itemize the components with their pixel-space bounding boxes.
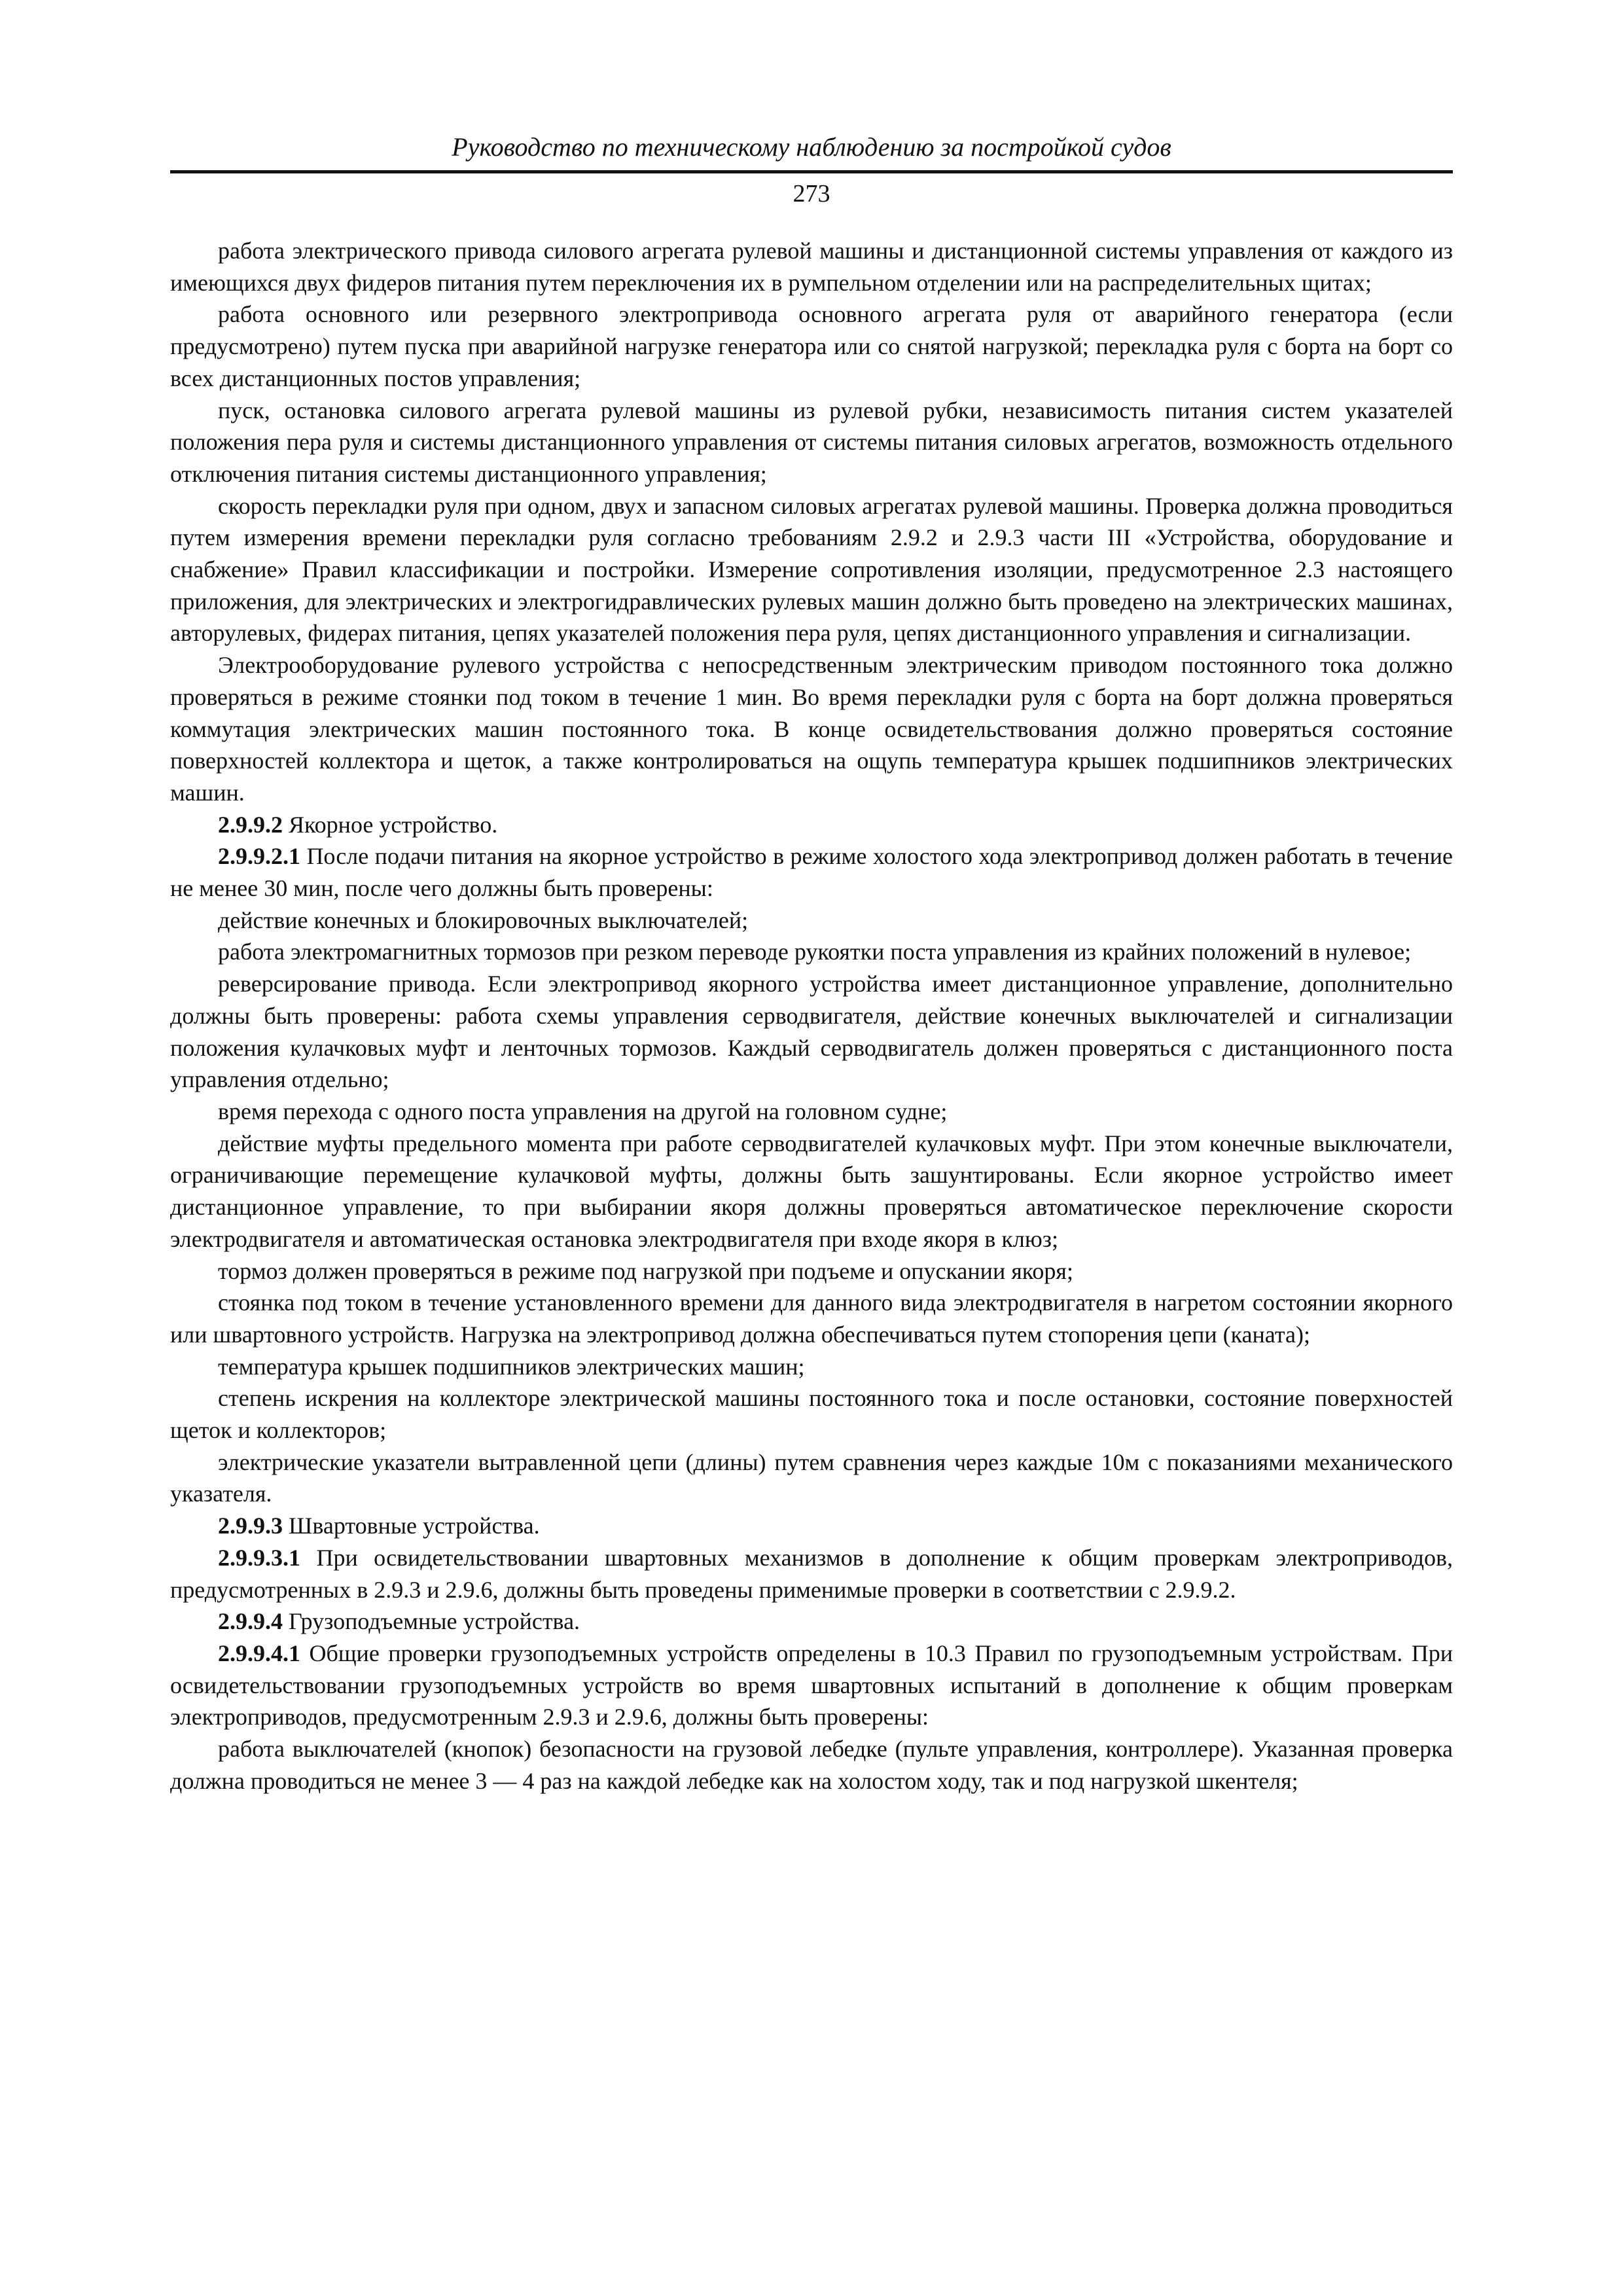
paragraph-text: стоянка под током в течение установленного времени для данного вида электродвигателя в нагретом состоянии якорного или швартовного устройств. Нагрузка на электропривод должна обеспечиваться путем стопорения цепи (каната); — [170, 1289, 1453, 1348]
section-heading — [170, 809, 1453, 841]
paragraph-text: тормоз должен проверяться в режиме под нагрузкой при подъеме и опускании якоря; — [218, 1257, 1073, 1284]
paragraph — [170, 968, 1453, 1096]
paragraph — [170, 1351, 1453, 1383]
paragraph-text: действие муфты предельного момента при работе серводвигателей кулачковых муфт. При этом конечные выключатели, ограничивающие перемещение кулачковой муфты, должны быть зашунтированы. Если якорное устройство имеет дистанционное управление, то при выбирании якоря должны проверяться автоматическое переключение скорости электродвигателя и автоматическая остановка электродвигателя при входе якоря в клюз; — [170, 1130, 1453, 1252]
paragraph — [170, 1255, 1453, 1287]
paragraph — [170, 1382, 1453, 1446]
paragraph-text: работа основного или резервного электропривода основного агрегата руля от аварийного генератора (если предусмотрено) путем пуска при аварийной нагрузке генератора или со снятой нагрузкой; перекладка руля с борта на борт со всех дистанционных постов управления; — [170, 301, 1453, 391]
numbered-paragraph — [170, 840, 1453, 904]
paragraph-text: После подачи питания на якорное устройство в режиме холостого хода электропривод должен работать в течение не менее 30 мин, после чего должны быть проверены: — [170, 843, 1453, 902]
section-number: 2.9.9.4 — [218, 1608, 283, 1635]
section-title: Швартовные устройства. — [289, 1513, 540, 1539]
paragraph-text: действие конечных и блокировочных выключателей; — [218, 906, 749, 933]
paragraph-text: При освидетельствовании швартовных механизмов в дополнение к общим проверкам электроприводов, предусмотренных в 2.9.3 и 2.9.6, должны быть проведены применимые проверки в соответствии с 2.9.9.2. — [170, 1544, 1454, 1603]
numbered-paragraph — [170, 1638, 1453, 1733]
section-heading — [170, 1510, 1453, 1542]
document-body — [170, 235, 1453, 1797]
paragraph-text: электрические указатели вытравленной цепи (длины) путем сравнения через каждые 10м с показаниями механического указателя. — [170, 1448, 1453, 1507]
paragraph-text: работа электромагнитных тормозов при резком переводе рукоятки поста управления из крайних положений в нулевое; — [218, 939, 1412, 965]
page-number: 273 — [793, 180, 830, 207]
paragraph — [170, 395, 1453, 490]
paragraph — [170, 905, 1453, 937]
header-rule — [170, 170, 1453, 173]
section-number: 2.9.9.3 — [218, 1513, 283, 1539]
section-number: 2.9.9.2 — [218, 811, 283, 838]
section-number: 2.9.9.4.1 — [218, 1640, 300, 1666]
numbered-paragraph — [170, 1542, 1453, 1605]
paragraph-text: время перехода с одного поста управления на другой на головном судне; — [218, 1098, 948, 1124]
paragraph — [170, 1446, 1453, 1510]
paragraph-text: степень искрения на коллекторе электрической машины постоянного тока и после остановки, состояние поверхностей щеток и коллекторов; — [170, 1385, 1453, 1444]
section-heading — [170, 1605, 1453, 1638]
paragraph — [170, 649, 1453, 809]
paragraph-text: реверсирование привода. Если электропривод якорного устройства имеет дистанционное управление, дополнительно должны быть проверены: работа схемы управления серводвигателя, действие конечных выключателей и сигнализации положения кулачковых муфт и ленточных тормозов. Каждый серводвигатель должен проверяться с дистанционного поста управления отдельно; — [170, 971, 1453, 1093]
paragraph-text: температура крышек подшипников электрических машин; — [218, 1353, 805, 1380]
paragraph — [170, 298, 1453, 394]
document-page — [170, 131, 1453, 1797]
paragraph — [170, 1287, 1453, 1350]
paragraph-text: пуск, остановка силового агрегата рулевой машины из рулевой рубки, независимость питания систем указателей положения пера руля и системы дистанционного управления от системы питания силовых агрегатов, возможность отдельного отключения питания системы дистанционного управления; — [170, 397, 1453, 487]
paragraph — [170, 1128, 1453, 1255]
paragraph — [170, 1733, 1453, 1797]
section-number: 2.9.9.2.1 — [218, 843, 300, 870]
paragraph-text: Электрооборудование рулевого устройства с непосредственным электрическим приводом постоянного тока должно проверяться в режиме стоянки под током в течение 1 мин. Во время перекладки руля с борта на борт должна проверяться коммутация электрических машин постоянного тока. В конце освидетельствования должно проверяться состояние поверхностей коллектора и щеток, а также контролироваться на ощупь температура крышек подшипников электрических машин. — [170, 652, 1453, 806]
paragraph-text: скорость перекладки руля при одном, двух и запасном силовых агрегатах рулевой машины. Проверка должна проводиться путем измерения времени перекладки руля согласно требованиям 2.9.2 и 2.9.3 части III «Устройства, оборудование и снабжение» Правил классификации и постройки. Измерение сопротивления изоляции, предусмотренное 2.3 настоящего приложения, для электрических и электрогидравлических рулевых машин должно быть проведено на электрических машинах, авторулевых, фидерах питания, цепях указателей положения пера руля, цепях дистанционного управления и сигнализации. — [170, 492, 1453, 647]
paragraph-text: работа выключателей (кнопок) безопасности на грузовой лебедке (пульте управления, контроллере). Указанная проверка должна проводиться не менее 3 — 4 раз на каждой лебедке как на холостом ходу, так и под нагрузкой шкентеля; — [170, 1736, 1453, 1794]
section-title: Грузоподъемные устройства. — [289, 1608, 580, 1635]
paragraph — [170, 490, 1453, 650]
paragraph — [170, 235, 1453, 298]
paragraph — [170, 1096, 1453, 1128]
paragraph — [170, 936, 1453, 968]
running-title: Руководство по техническому наблюдению за постройкой судов — [452, 132, 1171, 162]
section-number: 2.9.9.3.1 — [218, 1544, 300, 1571]
paragraph-text: Общие проверки грузоподъемных устройств определены в 10.3 Правил по грузоподъемным устройствам. При освидетельствовании грузоподъемных устройств во время швартовных испытаний в дополнение к общим проверкам электроприводов, предусмотренным 2.9.3 и 2.9.6, должны быть проверены: — [170, 1640, 1453, 1731]
paragraph-text: работа электрического привода силового агрегата рулевой машины и дистанционной системы управления от каждого из имеющихся двух фидеров питания путем переключения их в румпельном отделении или на распределительных щитах; — [170, 238, 1453, 296]
section-title: Якорное устройство. — [289, 811, 498, 838]
